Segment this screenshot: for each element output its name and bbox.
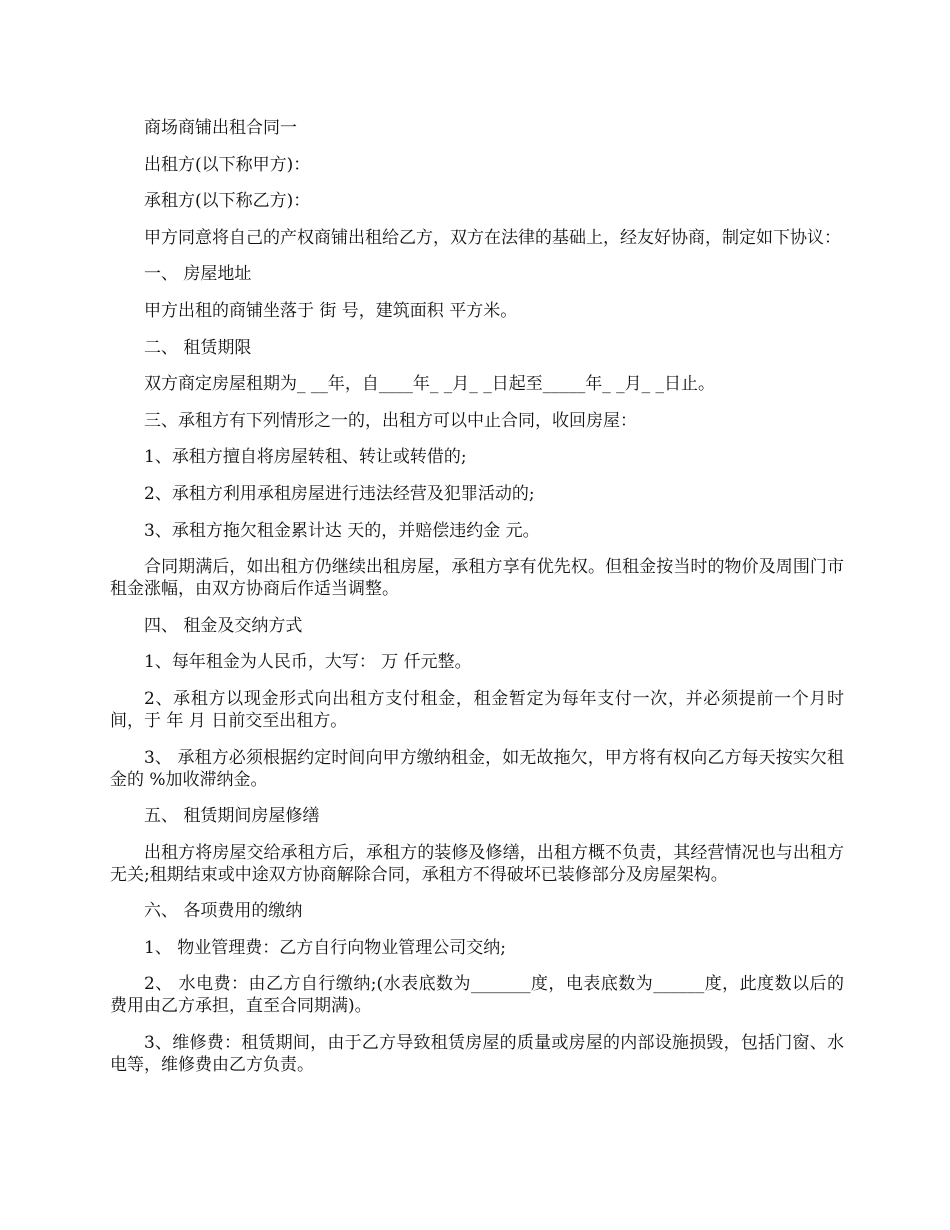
address-paragraph: 甲方出租的商铺坐落于 街 号，建筑面积 平方米。 <box>144 300 518 321</box>
repairs-paragraph: 出租方将房屋交给承租方后，承租方的装修及修缮，出租方概不负责，其经营情况也与出租方无关;租期结束或中途双方协商解除合同，承租方不得破坏已装修部分及房屋架构。 <box>110 842 844 885</box>
preamble-paragraph: 甲方同意将自己的产权商铺出租给乙方，双方在法律的基础上，经友好协商，制定如下协议： <box>144 227 841 248</box>
fees-item-1: 1、 物业管理费：乙方自行向物业管理公司交纳; <box>144 937 506 958</box>
termination-item-1: 1、承租方擅自将房屋转租、转让或转借的; <box>144 447 467 468</box>
section-heading-termination: 三、承租方有下列情形之一的，出租方可以中止合同，收回房屋： <box>144 410 637 431</box>
term-paragraph: 双方商定房屋租期为_ __年，自____年_ _月_ _日起至_____年_ _月_ _日止。 <box>144 374 716 395</box>
section-heading-rent: 四、 租金及交纳方式 <box>144 615 303 636</box>
section-heading-repairs: 五、 租赁期间房屋修缮 <box>144 806 320 827</box>
section-heading-fees: 六、 各项费用的缴纳 <box>144 901 303 922</box>
rent-item-1: 1、每年租金为人民币，大写： 万 仟元整。 <box>144 652 472 673</box>
section-heading-term: 二、 租赁期限 <box>144 337 252 358</box>
lessor-line: 出租方(以下称甲方)： <box>144 154 311 175</box>
lessee-line: 承租方(以下称乙方)： <box>144 191 311 212</box>
termination-item-2: 2、承租方利用承租房屋进行违法经营及犯罪活动的; <box>144 483 535 504</box>
section-heading-address: 一、 房屋地址 <box>144 264 252 285</box>
document-page <box>110 117 844 1091</box>
rent-item-3: 3、 承租方必须根据约定时间向甲方缴纳租金，如无故拖欠，甲方将有权向乙方每天按实欠租金的 %加收滞纳金。 <box>110 747 844 790</box>
renewal-paragraph: 合同期满后，如出租方仍继续出租房屋，承租方享有优先权。但租金按当时的物价及周围门市租金涨幅，由双方协商后作适当调整。 <box>110 557 844 600</box>
termination-item-3: 3、承租方拖欠租金累计达 天的，并赔偿违约金 元。 <box>144 520 540 541</box>
fees-item-3: 3、维修费：租赁期间，由于乙方导致租赁房屋的质量或房屋的内部设施损毁，包括门窗、水电等，维修费由乙方负责。 <box>110 1033 844 1076</box>
rent-item-2: 2、承租方以现金形式向出租方支付租金，租金暂定为每年支付一次，并必须提前一个月时间，于 年 月 日前交至出租方。 <box>110 688 844 731</box>
contract-title: 商场商铺出租合同一 <box>144 118 297 138</box>
fees-item-2: 2、 水电费：由乙方自行缴纳;(水表底数为_______度，电表底数为______度，此度数以后的费用由乙方承担，直至合同期满)。 <box>110 974 844 1017</box>
